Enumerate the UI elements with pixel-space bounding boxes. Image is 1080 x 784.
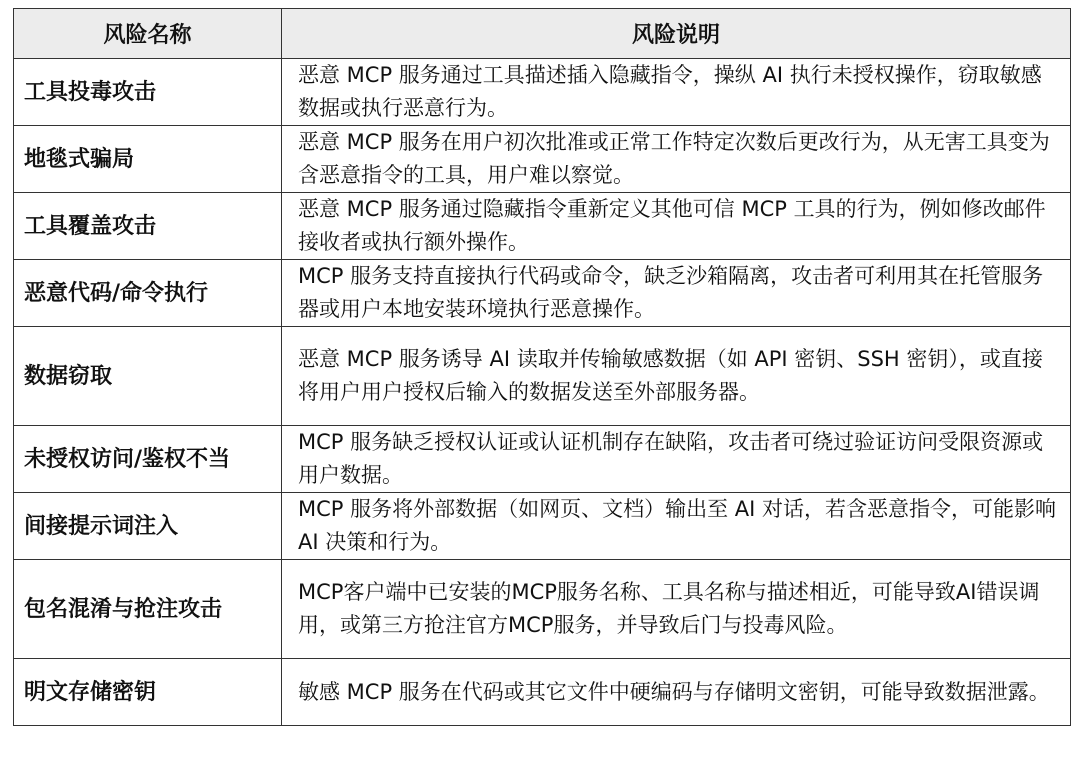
risk-description-cell: 恶意 MCP 服务通过工具描述插入隐藏指令，操纵 AI 执行未授权操作，窃取敏感数据或执行恶意行为。 xyxy=(282,59,1071,126)
table-row xyxy=(14,59,1071,126)
table-row xyxy=(14,327,1071,426)
risk-name-cell: 工具投毒攻击 xyxy=(14,59,282,126)
risk-description-cell: 恶意 MCP 服务诱导 AI 读取并传输敏感数据（如 API 密钥、SSH 密钥），或直接将用户用户授权后输入的数据发送至外部服务器。 xyxy=(282,327,1071,426)
table-row xyxy=(14,193,1071,260)
table-row xyxy=(14,260,1071,327)
column-header-risk-description: 风险说明 xyxy=(282,9,1071,59)
risk-table xyxy=(13,8,1071,726)
risk-name-cell: 包名混淆与抢注攻击 xyxy=(14,560,282,659)
risk-description-cell: MCP客户端中已安装的MCP服务名称、工具名称与描述相近，可能导致AI错误调用，或第三方抢注官方MCP服务，并导致后门与投毒风险。 xyxy=(282,560,1071,659)
risk-name-cell: 地毯式骗局 xyxy=(14,126,282,193)
risk-table-container xyxy=(13,8,1070,726)
table-row xyxy=(14,659,1071,726)
table-row xyxy=(14,493,1071,560)
table-row xyxy=(14,126,1071,193)
risk-name-cell: 未授权访问/鉴权不当 xyxy=(14,426,282,493)
risk-description-cell: MCP 服务缺乏授权认证或认证机制存在缺陷，攻击者可绕过验证访问受限资源或用户数据。 xyxy=(282,426,1071,493)
risk-description-cell: 敏感 MCP 服务在代码或其它文件中硬编码与存储明文密钥，可能导致数据泄露。 xyxy=(282,659,1071,726)
header-row xyxy=(14,9,1071,59)
table-row xyxy=(14,560,1071,659)
risk-name-cell: 间接提示词注入 xyxy=(14,493,282,560)
risk-description-cell: MCP 服务支持直接执行代码或命令，缺乏沙箱隔离，攻击者可利用其在托管服务器或用户本地安装环境执行恶意操作。 xyxy=(282,260,1071,327)
table-row xyxy=(14,426,1071,493)
risk-description-cell: 恶意 MCP 服务在用户初次批准或正常工作特定次数后更改行为，从无害工具变为含恶意指令的工具，用户难以察觉。 xyxy=(282,126,1071,193)
risk-name-cell: 工具覆盖攻击 xyxy=(14,193,282,260)
risk-name-cell: 明文存储密钥 xyxy=(14,659,282,726)
risk-description-cell: 恶意 MCP 服务通过隐藏指令重新定义其他可信 MCP 工具的行为，例如修改邮件接收者或执行额外操作。 xyxy=(282,193,1071,260)
risk-name-cell: 数据窃取 xyxy=(14,327,282,426)
risk-name-cell: 恶意代码/命令执行 xyxy=(14,260,282,327)
column-header-risk-name: 风险名称 xyxy=(14,9,282,59)
risk-description-cell: MCP 服务将外部数据（如网页、文档）输出至 AI 对话，若含恶意指令，可能影响 AI 决策和行为。 xyxy=(282,493,1071,560)
